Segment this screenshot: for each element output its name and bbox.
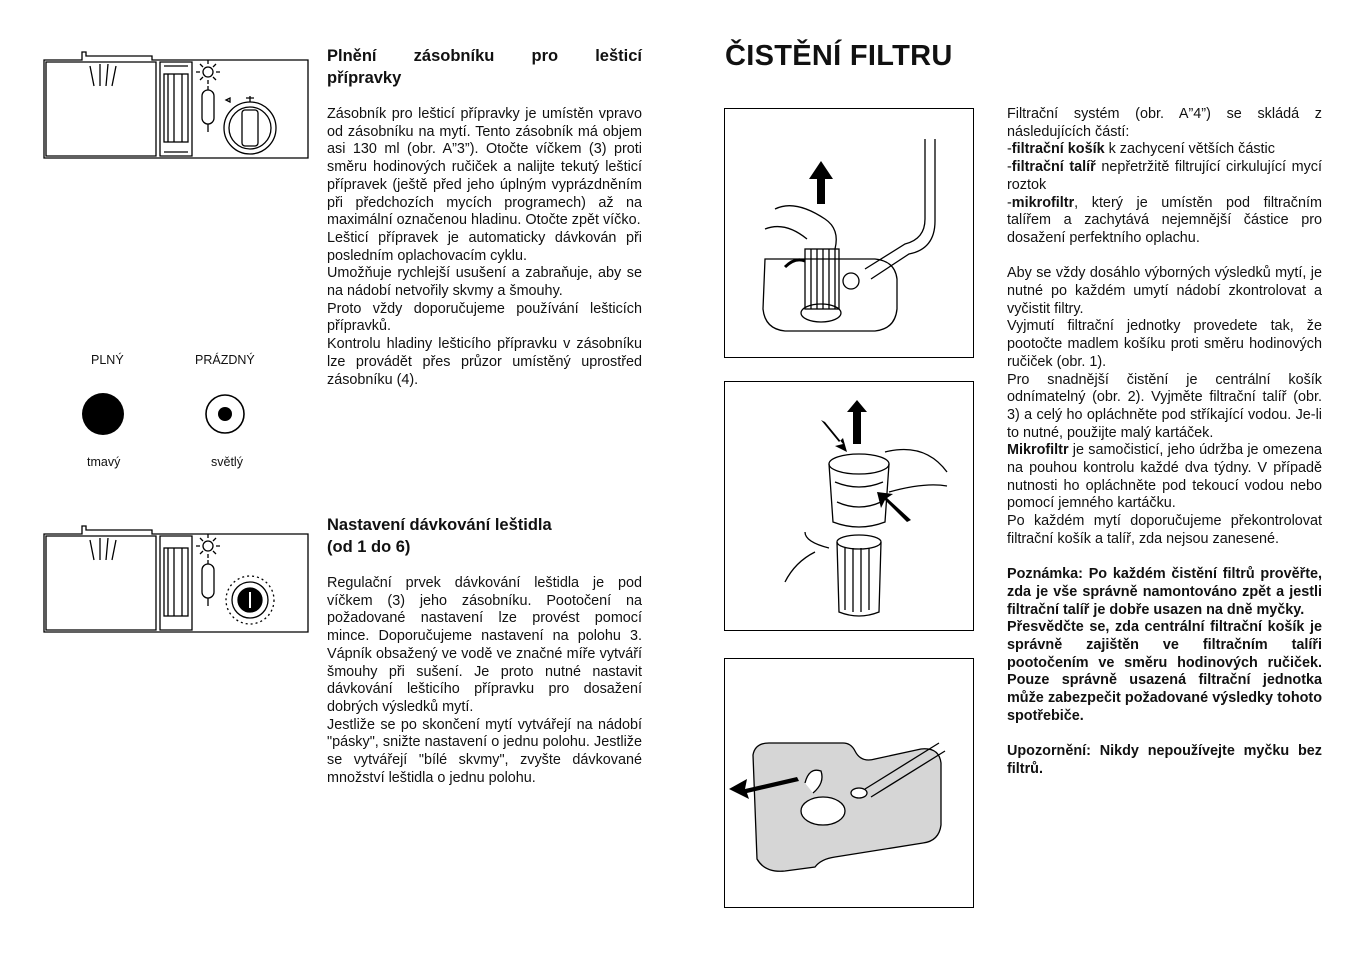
list-item-desc: nepřetržitě filtrující cirkulující mycí roztok: [1007, 159, 1322, 193]
indicator-empty-label: PRÁZDNÝ: [195, 353, 255, 367]
paragraph: Kontrolu hladiny lešticího přípravku v zásobníku lze provádět přes průzor umístěný uprostřed zásobníku (4).: [327, 336, 642, 388]
section-heading-rinse-aid-line1: Plnění zásobníku pro lešticí: [327, 47, 642, 65]
list-item: -mikrofiltr, který je umístěn pod filtračním talířem a zachytává nejemnější částice pro dosažení perfektního oplachu.: [1007, 194, 1322, 246]
microfilter-term: Mikrofiltr: [1007, 442, 1069, 459]
paragraph: Umožňuje rychlejší usušení a zabraňuje, aby se na nádobí netvořily skvmy a šmouhy.: [327, 265, 642, 300]
indicator-dark-label: tmavý: [87, 455, 121, 469]
indicator-dark-circle: [82, 393, 124, 435]
paragraph: Jestliže se po skončení mytí vytvářejí na nádobí "pásky", snižte nastavení o jednu polohu. Jestliže se vytvářejí "bílé skvmy", zvyšte dávkované množství leštidla o jednu polohu.: [327, 716, 642, 786]
indicator-full-label: PLNÝ: [91, 353, 124, 367]
paragraph: Proto vždy doporučujeme používání lešticích přípravků.: [327, 300, 642, 335]
list-item: -filtrační talíř nepřetržitě filtrující cirkulující mycí roztok: [1007, 159, 1322, 193]
paragraph: Aby se vždy dosáhlo výborných výsledků mytí, je nutné po každém umytí nádobí zkontrolovat a vyčistit filtry.: [1007, 265, 1322, 317]
dosage-text: [327, 575, 642, 787]
paragraph: Po každém mytí doporučujeme překontrolovat filtrační košík a talíř, zda nejsou zanesené.: [1007, 513, 1322, 547]
filter-cleaning-text: [1007, 106, 1322, 779]
section-heading-rinse-aid: [327, 46, 642, 67]
list-item-term: filtrační talíř: [1011, 159, 1096, 176]
paragraph: Pro snadnější čistění je centrální košík odnímatelný (obr. 2). Vyjměte filtrační talíř (obr. 3) a celý ho opláchněte pod stříkající vodou. Je-li to nutné, použijte malý kartáček.: [1007, 371, 1322, 441]
note-paragraph: Poznámka: Po každém čistění filtrů prověřte, zda je vše správně namontováno zpět a jestli filtrační talíř je dobře usazen na dně myčky.: [1007, 566, 1322, 618]
list-item-term: filtrační košík: [1011, 141, 1105, 158]
list-item: -filtrační košík k zachycení větších částic: [1007, 141, 1275, 158]
indicator-light-label: světlý: [211, 455, 243, 469]
section-heading-dosage-line2: (od 1 do 6): [327, 538, 411, 556]
section-heading-rinse-aid-line2: přípravky: [327, 69, 402, 87]
paragraph: Regulační prvek dávkování leštidla je pod víčkem (3) jeho zásobníku. Pootočení na požadované nastavení lze provést pomocí mince. Doporučujeme nastavení na polohu 3. Vápník obsažený ve vodě ve značné míře vytváří šmouhy při sušení. Je proto nutné nastavit dávkování lešticího přípravku pro dosažení dobrých výsledků mytí.: [327, 575, 642, 715]
figure-1-remove-filter: [724, 108, 974, 358]
figure-2-remove-basket: [724, 381, 974, 631]
list-item-desc: k zachycení větších částic: [1104, 141, 1275, 158]
indicator-light-circle: [205, 394, 245, 434]
figure-3-remove-plate: [724, 658, 974, 908]
paragraph: [1007, 442, 1322, 513]
microfilter-desc: je samočisticí, jeho údržba je omezena na pouhou kontrolu každé dva týdny. V případě nutnosti ho opláchněte pod tekoucí vodou nebo pomocí jemného kartáčku.: [1007, 442, 1322, 512]
paragraph: Lešticí přípravek je automaticky dávkován při posledním oplachovacím cyklu.: [327, 229, 642, 264]
paragraph-intro: Filtrační systém (obr. A”4”) se skládá z následujících částí:: [1007, 106, 1322, 140]
dispenser-illustration-top: [42, 46, 312, 166]
warning-paragraph: Upozornění: Nikdy nepoužívejte myčku bez filtrů.: [1007, 743, 1322, 777]
dispenser-illustration-bottom: [42, 520, 312, 638]
paragraph: Vyjmutí filtrační jednotky provedete tak, že pootočte madlem košíku proti směru hodinových ručiček (obr. 1).: [1007, 318, 1322, 370]
rinse-aid-text: [327, 106, 642, 389]
list-item-desc: , který je umístěn pod filtračním talířem a zachytává nejemnější částice pro dosažení perfektního oplachu.: [1007, 194, 1322, 246]
note-paragraph: Přesvědčte se, zda centrální filtrační košík je správně zajištěn ve filtračním talíři pootočením ve směru hodinových ručiček. Pouze správně usazená filtrační jednotka může zabezpečit požadované výsledky tohoto spotřebiče.: [1007, 619, 1322, 724]
page-title: ČISTĚNÍ FILTRU: [725, 40, 953, 72]
list-item-term: mikrofiltr: [1011, 194, 1075, 211]
paragraph: Zásobník pro lešticí přípravky je umístěn vpravo od zásobníku na mytí. Tento zásobník má objem asi 130 ml (obr. A”3”). Otočte víčkem (3) proti směru hodinových ručiček a nalijte tekutý lešticí přípravek (ještě před jeho úplným vyprázdněním při předchozích mycích programech) až na maximální označenou hladinu. Otočte zpět víčko.: [327, 106, 642, 229]
section-heading-dosage-line1: Nastavení dávkování leštidla: [327, 516, 552, 534]
